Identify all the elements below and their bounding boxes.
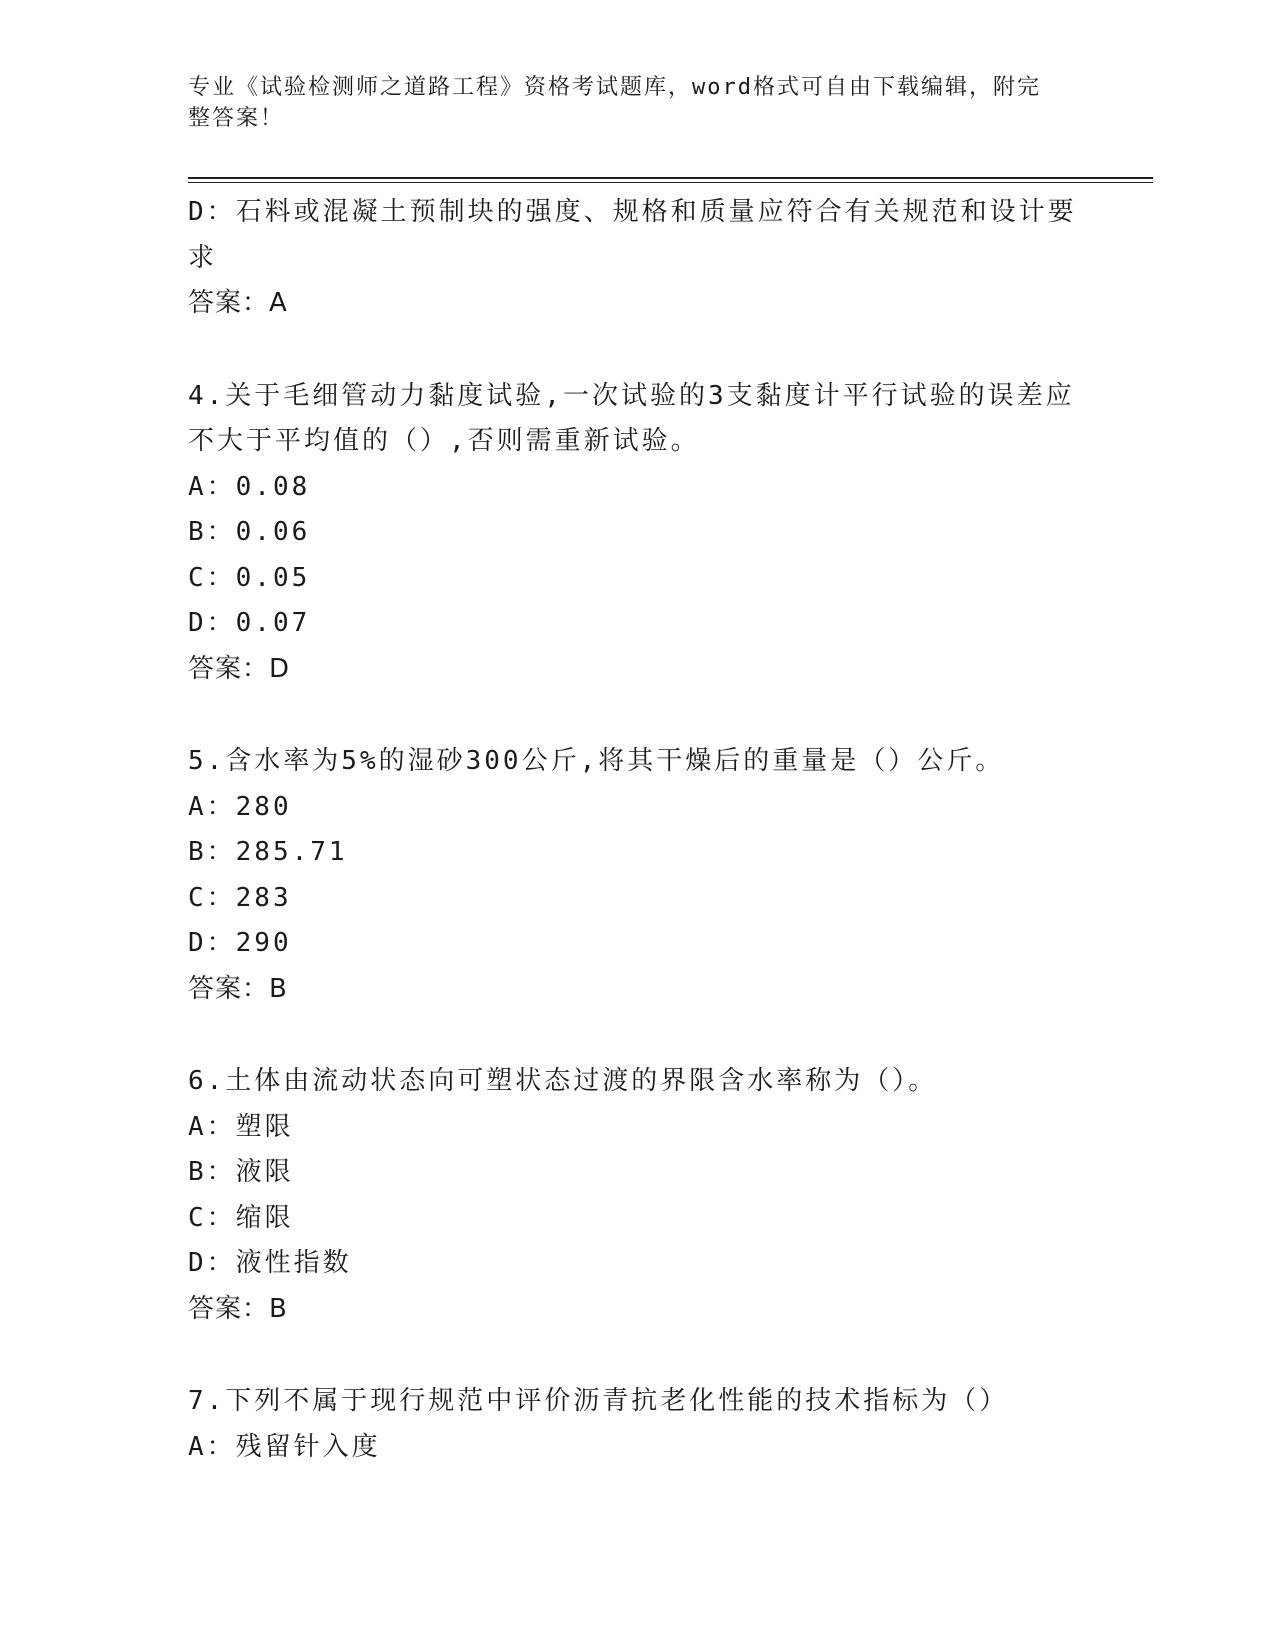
- question-6: [188, 1059, 1088, 1332]
- option-a: A：280: [188, 791, 292, 822]
- option-d: D：0.07: [188, 608, 311, 638]
- option-c: C：0.05: [188, 562, 311, 593]
- question-stem: 5.含水率为5%的湿砂300公斤,将其干燥后的重量是（）公斤。: [188, 746, 1005, 776]
- question-stem-line-1: 4.关于毛细管动力黏度试验,一次试验的3支黏度计平行试验的误差应: [188, 380, 1075, 411]
- header-divider-thick: [188, 177, 1153, 179]
- option-a: A：塑限: [188, 1111, 294, 1142]
- document-header: [188, 72, 1068, 134]
- answer: 答案：B: [188, 1293, 288, 1324]
- option-b: B：0.06: [188, 517, 311, 547]
- option-d-line-2: 求: [188, 242, 218, 273]
- option-a: A：残留针入度: [188, 1431, 381, 1462]
- question-5: [188, 739, 1088, 1012]
- question-3-tail: [188, 190, 1088, 327]
- option-b: B：液限: [188, 1157, 294, 1187]
- header-line-2: 整答案！: [188, 106, 285, 131]
- option-c: C：缩限: [188, 1202, 294, 1233]
- header-line-1: 专业《试验检测师之道路工程》资格考试题库，word格式可自由下载编辑，附完: [188, 75, 1041, 100]
- question-stem: 7.下列不属于现行规范中评价沥青抗老化性能的技术指标为（）: [188, 1386, 1009, 1416]
- header-divider-thin: [188, 182, 1153, 183]
- question-stem: 6.土体由流动状态向可塑状态过渡的界限含水率称为（）。: [188, 1066, 938, 1096]
- document-body: [188, 190, 1088, 1470]
- question-4: [188, 374, 1088, 693]
- option-b: B：285.71: [188, 837, 348, 867]
- option-d: D：290: [188, 928, 292, 958]
- option-a: A：0.08: [188, 471, 311, 502]
- question-stem-line-2: 不大于平均值的（）,否则需重新试验。: [188, 426, 700, 456]
- option-c: C：283: [188, 882, 292, 913]
- question-7: [188, 1379, 1088, 1470]
- option-d: D：液性指数: [188, 1248, 352, 1278]
- answer: 答案：D: [188, 653, 291, 684]
- answer: 答案：A: [188, 288, 288, 318]
- option-d-line-1: D：石料或混凝土预制块的强度、规格和质量应符合有关规范和设计要: [188, 197, 1077, 227]
- answer: 答案：B: [188, 973, 288, 1004]
